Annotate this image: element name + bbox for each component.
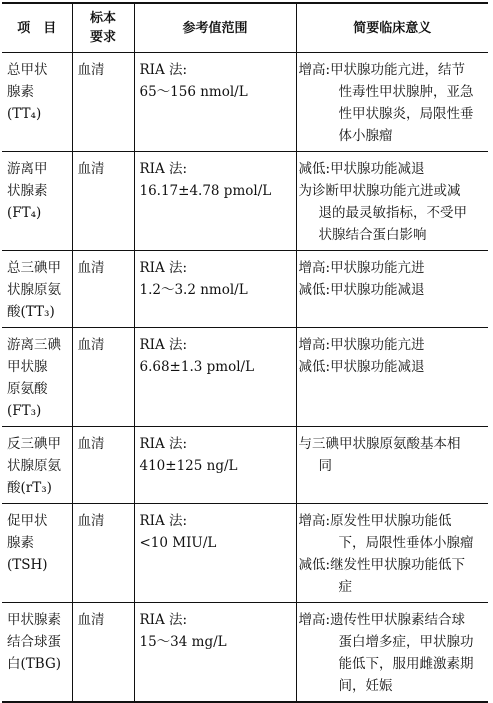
meaning-text: 甲状腺功能减退 [330, 359, 425, 375]
test-name-cell [2, 251, 72, 328]
test-name-line: 状腺原氨 [7, 458, 61, 474]
header-specimen-line: 要求 [89, 30, 116, 45]
meaning-label: 增高: [298, 513, 331, 529]
clinical-meaning-cell [296, 504, 488, 603]
reference-range-cell [134, 504, 296, 603]
meaning-text: 甲状腺功能亢进，结节 [330, 62, 466, 78]
specimen-cell: 血清 [72, 328, 134, 427]
table-body [2, 53, 488, 703]
specimen-cell: 血清 [72, 53, 134, 152]
test-name-line: 状腺素 [7, 183, 48, 199]
table-row [2, 53, 488, 152]
meaning-line [299, 257, 486, 279]
table-row [2, 152, 488, 251]
meaning-label: 减低: [298, 161, 331, 177]
meaning-line [299, 510, 486, 532]
specimen-cell: 血清 [72, 427, 134, 504]
meaning-text: 蛋白增多症，甲状腺功 [338, 634, 474, 650]
specimen-cell: 血清 [72, 152, 134, 251]
reference-range-cell [134, 427, 296, 504]
clinical-meaning-cell [296, 427, 488, 504]
specimen-cell: 血清 [72, 251, 134, 328]
meaning-text: 能低下，服用雌激素期 [338, 656, 474, 672]
test-name-line: 总三碘甲 [7, 260, 61, 276]
meaning-text: 甲状腺功能减退 [330, 161, 425, 177]
range-value: 1.2～3.2 nmol/L [139, 282, 248, 298]
test-name-line: 原氨酸 [7, 381, 48, 397]
clinical-meaning-cell [296, 251, 488, 328]
meaning-text: 症 [338, 579, 352, 595]
meaning-line [299, 180, 486, 202]
meaning-line [299, 59, 486, 81]
table-row [2, 328, 488, 427]
meaning-text: 下，局限性垂体小腺瘤 [338, 535, 474, 551]
meaning-label: 增高: [298, 337, 331, 353]
meaning-text: 间，妊娠 [338, 678, 393, 694]
test-name-line: 反三碘甲 [7, 436, 61, 452]
test-name-line: 状腺原氨 [7, 282, 61, 298]
meaning-label: 减低: [298, 282, 331, 298]
reference-range-cell [134, 251, 296, 328]
test-name-line: 腺素 [7, 84, 34, 100]
meaning-line [299, 279, 486, 301]
meaning-text: 性甲状腺炎，局限性垂 [338, 106, 474, 122]
meaning-label: 增高: [298, 62, 331, 78]
method-label: RIA 法: [139, 337, 188, 353]
meaning-text: 原发性甲状腺功能低 [330, 513, 452, 529]
meaning-text: 性毒性甲状腺肿，亚急 [338, 84, 474, 100]
meaning-text: 甲状腺功能亢进 [330, 260, 425, 276]
test-name-line: 酸(rT₃) [7, 480, 52, 496]
test-name-cell [2, 328, 72, 427]
specimen-cell: 血清 [72, 603, 134, 703]
reference-range-cell [134, 152, 296, 251]
test-name-line: 游离甲 [7, 161, 48, 177]
test-name-line: 甲状腺素 [7, 612, 61, 628]
meaning-label: 减低: [298, 359, 331, 375]
table-row [2, 603, 488, 703]
meaning-text: 同 [318, 458, 332, 474]
clinical-meaning-cell [296, 328, 488, 427]
meaning-text: 甲状腺功能减退 [330, 282, 425, 298]
meaning-line [299, 554, 486, 576]
header-specimen [72, 3, 134, 53]
meaning-line [299, 609, 486, 631]
reference-range-cell [134, 53, 296, 152]
test-name-line: 白(TBG) [7, 656, 61, 672]
test-name-line: 总甲状 [7, 62, 48, 78]
meaning-text: 退的最灵敏指标，不受甲 [318, 205, 467, 221]
meaning-text: 状腺结合蛋白影响 [318, 227, 427, 243]
reference-table [2, 2, 488, 703]
meaning-line [299, 334, 486, 356]
test-name-cell [2, 152, 72, 251]
test-name-line: 酸(TT₃) [7, 304, 55, 320]
header-reference-range: 参考值范围 [134, 3, 296, 53]
meaning-line [299, 433, 486, 455]
clinical-meaning-cell [296, 603, 488, 703]
table-row [2, 427, 488, 504]
range-value: 15～34 mg/L [139, 634, 227, 650]
range-value: 16.17±4.78 pmol/L [139, 183, 272, 199]
specimen-cell: 血清 [72, 504, 134, 603]
range-value: 65～156 nmol/L [139, 84, 248, 100]
method-label: RIA 法: [139, 436, 188, 452]
clinical-meaning-cell [296, 53, 488, 152]
table-row [2, 251, 488, 328]
method-label: RIA 法: [139, 62, 188, 78]
test-name-line: (FT₄) [7, 205, 42, 221]
meaning-text: 与三碘甲状腺原氨酸基本相 [298, 436, 461, 452]
test-name-line: 游离三碘 [7, 337, 61, 353]
test-name-line: 促甲状 [7, 513, 48, 529]
test-name-line: (TSH) [7, 557, 48, 573]
meaning-text: 甲状腺功能亢进 [330, 337, 425, 353]
test-name-line: (TT₄) [7, 106, 42, 122]
meaning-text: 遗传性甲状腺素结合球 [330, 612, 466, 628]
test-name-line: 甲状腺 [7, 359, 48, 375]
table-row [2, 504, 488, 603]
table-header [2, 3, 488, 53]
method-label: RIA 法: [139, 513, 188, 529]
range-value: <10 MIU/L [139, 535, 217, 551]
meaning-label: 减低: [298, 557, 331, 573]
range-value: 6.68±1.3 pmol/L [139, 359, 255, 375]
test-name-cell [2, 603, 72, 703]
meaning-label: 增高: [298, 260, 331, 276]
range-value: 410±125 ng/L [139, 458, 238, 474]
reference-range-cell [134, 328, 296, 427]
test-name-cell [2, 53, 72, 152]
header-specimen-line: 标本 [89, 11, 116, 26]
test-name-line: 腺素 [7, 535, 34, 551]
header-clinical-meaning: 简要临床意义 [296, 3, 488, 53]
clinical-meaning-cell [296, 152, 488, 251]
method-label: RIA 法: [139, 260, 188, 276]
meaning-label: 增高: [298, 612, 331, 628]
meaning-text: 继发性甲状腺功能低下 [330, 557, 466, 573]
reference-range-cell [134, 603, 296, 703]
meaning-text: 体小腺瘤 [338, 128, 393, 144]
test-name-cell [2, 427, 72, 504]
method-label: RIA 法: [139, 612, 188, 628]
meaning-text: 为诊断甲状腺功能亢进或减 [298, 183, 461, 199]
header-item: 项 目 [2, 3, 72, 53]
test-name-cell [2, 504, 72, 603]
meaning-line [299, 356, 486, 378]
method-label: RIA 法: [139, 161, 188, 177]
test-name-line: (FT₃) [7, 403, 42, 419]
test-name-line: 结合球蛋 [7, 634, 61, 650]
meaning-line [299, 158, 486, 180]
